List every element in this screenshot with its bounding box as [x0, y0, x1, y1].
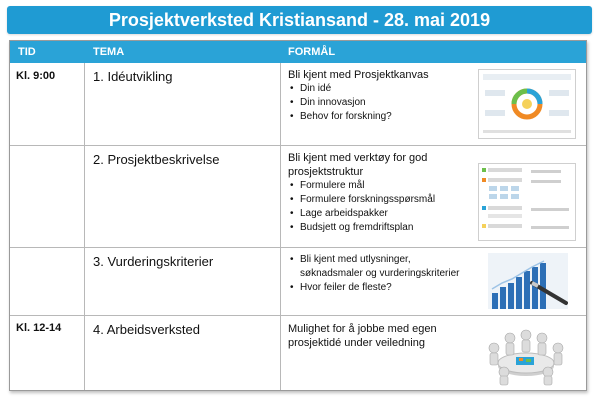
header-tid: TID — [18, 46, 36, 58]
row2-bullet: • Budsjett og fremdriftsplan — [288, 221, 478, 235]
header-formal: FORMÅL — [288, 46, 336, 58]
column-divider — [84, 63, 85, 390]
row1-purpose — [288, 68, 473, 124]
header-tema: TEMA — [93, 46, 125, 58]
row3-bullet: • Bli kjent med utlysninger, søknadsmaler og vurderingskriterier — [288, 253, 468, 281]
row1-time: Kl. 9:00 — [16, 70, 56, 82]
row1-bullet: • Din innovasjon — [288, 96, 473, 110]
row-divider — [10, 247, 586, 248]
row2-bullet: • Formulere forskningsspørsmål — [288, 193, 478, 207]
column-divider — [280, 63, 281, 390]
row2-purpose-line: Bli kjent med verktøy for god — [288, 152, 428, 164]
row-divider — [10, 145, 586, 146]
schedule-table — [9, 40, 587, 391]
row4-purpose-line: Mulighet for å jobbe med egen — [288, 323, 437, 335]
row2-purpose-line: prosjektstruktur — [288, 166, 364, 178]
row1-bullet: • Behov for forskning? — [288, 110, 473, 124]
row3-bullet: • Hvor feiler de fleste? — [288, 281, 468, 295]
row2-purpose — [288, 151, 478, 235]
chart-pen-image — [488, 253, 568, 309]
row2-bullet: • Lage arbeidspakker — [288, 207, 478, 221]
row3-purpose — [288, 253, 468, 295]
workshop-meeting-image — [480, 326, 572, 386]
row-divider — [10, 315, 586, 316]
row4-purpose-line: prosjektidé under veiledning — [288, 337, 425, 349]
row1-bullet: • Din idé — [288, 82, 473, 96]
page-title-banner — [7, 6, 592, 34]
prosjektstruktur-thumbnail — [478, 163, 576, 241]
row4-purpose — [288, 322, 478, 350]
page-title: Prosjektverksted Kristiansand - 28. mai 2019 — [108, 9, 491, 30]
row3-topic: 3. Vurderingskriterier — [93, 254, 214, 269]
row1-purpose-line: Bli kjent med Prosjektkanvas — [288, 69, 429, 81]
row2-topic: 2. Prosjektbeskrivelse — [93, 152, 220, 167]
prosjektkanvas-thumbnail — [478, 69, 576, 139]
row4-time: Kl. 12-14 — [16, 322, 62, 334]
table-header — [10, 41, 586, 63]
row4-topic: 4. Arbeidsverksted — [93, 322, 200, 337]
row1-topic: 1. Idéutvikling — [93, 69, 173, 84]
row2-bullet: • Formulere mål — [288, 179, 478, 193]
